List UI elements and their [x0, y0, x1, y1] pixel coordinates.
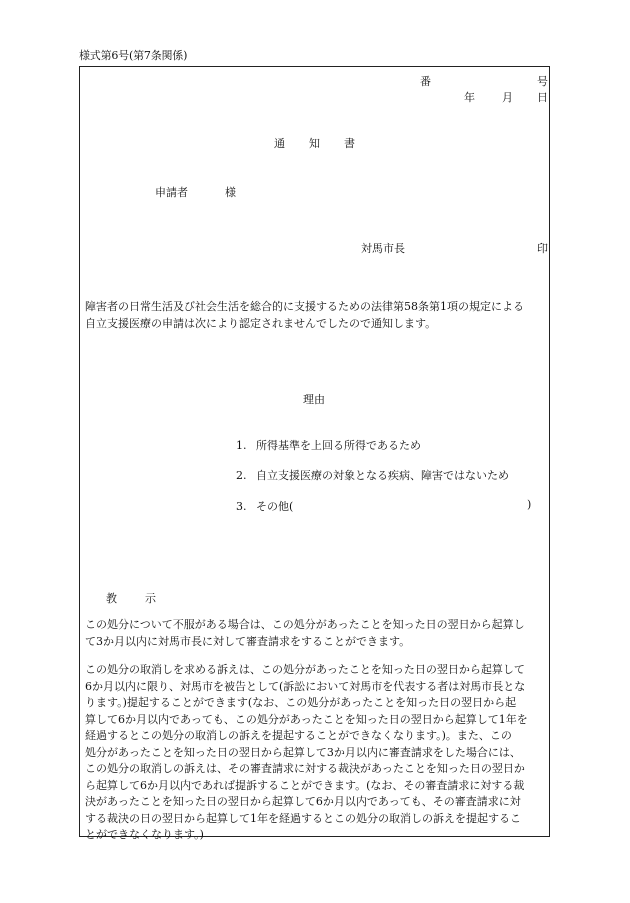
applicant-label: 申請者: [155, 186, 188, 199]
applicant-honorific: 様: [225, 186, 236, 199]
number-suffix: 号: [537, 75, 548, 88]
notice-body-line: 自立支援医療の申請は次により認定されませんでしたので通知します。: [85, 316, 437, 330]
reason-item-number: 2.: [236, 469, 247, 482]
reason-item-2: [236, 467, 509, 483]
notice-body: [85, 299, 545, 332]
seal-mark: 印: [537, 242, 548, 255]
reason-item-1: [236, 437, 421, 453]
instruction-line: て3か月以内に対馬市長に対して審査請求をすることができます。: [85, 634, 411, 648]
reason-item-number: 1.: [236, 439, 247, 452]
instruction-line: 経過するとこの処分の取消しの訴えを提起することができなくなります。)。また、この: [85, 729, 512, 742]
reason-heading: 理由: [303, 393, 325, 406]
instruction-line: とができなくなります。): [85, 828, 204, 841]
date-day: 日: [537, 91, 548, 104]
instruction-paragraph-1: [85, 617, 545, 650]
date-month: 月: [502, 91, 513, 104]
date-year: 年: [464, 91, 475, 104]
instruction-line: ります。)提起することができます(なお、この処分があったことを知った日の翌日から起: [85, 696, 517, 709]
instruction-heading-char-1: 教: [106, 592, 117, 605]
notice-body-line: 障害者の日常生活及び社会生活を総合的に支援するための法律第58条第1項の規定による: [85, 300, 524, 313]
reason-item-text: 所得基準を上回る所得であるため: [256, 439, 421, 452]
instruction-line: この処分の取消しの訴えは、その審査請求に対する裁決があったことを知った日の翌日か: [85, 762, 525, 775]
instruction-line: ら起算して6か月以内であれば提訴することができます。(なお、その審査請求に対する裁: [85, 778, 525, 792]
instruction-paragraph-2: [85, 662, 545, 844]
instruction-heading-char-2: 示: [145, 592, 156, 605]
reason-item-text: 自立支援医療の対象となる疾病、障害ではないため: [256, 469, 509, 482]
title-char-2: 知: [309, 137, 320, 150]
reason-item-text: その他(: [256, 500, 294, 513]
title-char-1: 通: [274, 137, 285, 150]
instruction-line: する裁決の日の翌日から起算して1年を経過するとこの処分の取消しの訴えを提起するこ: [85, 811, 521, 825]
instruction-line: 決があったことを知った日の翌日から起算して6か月以内であっても、その審査請求に対: [85, 795, 521, 808]
issuer-name: 対馬市長: [361, 242, 405, 255]
instruction-line: この処分について不服がある場合は、この処分があったことを知った日の翌日から起算し: [85, 618, 525, 631]
form-number-label: 様式第6号(第7条関係): [79, 49, 188, 62]
instruction-line: この処分の取消しを求める訴えは、この処分があったことを知った日の翌日から起算して: [85, 663, 525, 676]
number-label: 番: [420, 75, 431, 88]
instruction-line: 処分があったことを知った日の翌日から起算して3か月以内に審査請求をした場合には、: [85, 745, 521, 759]
instruction-line: 6か月以内に限り、対馬市を被告として(訴訟において対馬市を代表する者は対馬市長とな: [85, 679, 526, 693]
reason-item-3: [236, 498, 293, 514]
reason-other-close-paren: ): [527, 498, 532, 511]
title-char-3: 書: [344, 137, 355, 150]
instruction-line: 算して6か月以内であっても、この処分があったことを知った日の翌日から起算して1年を: [85, 712, 528, 726]
reason-item-number: 3.: [236, 500, 247, 513]
